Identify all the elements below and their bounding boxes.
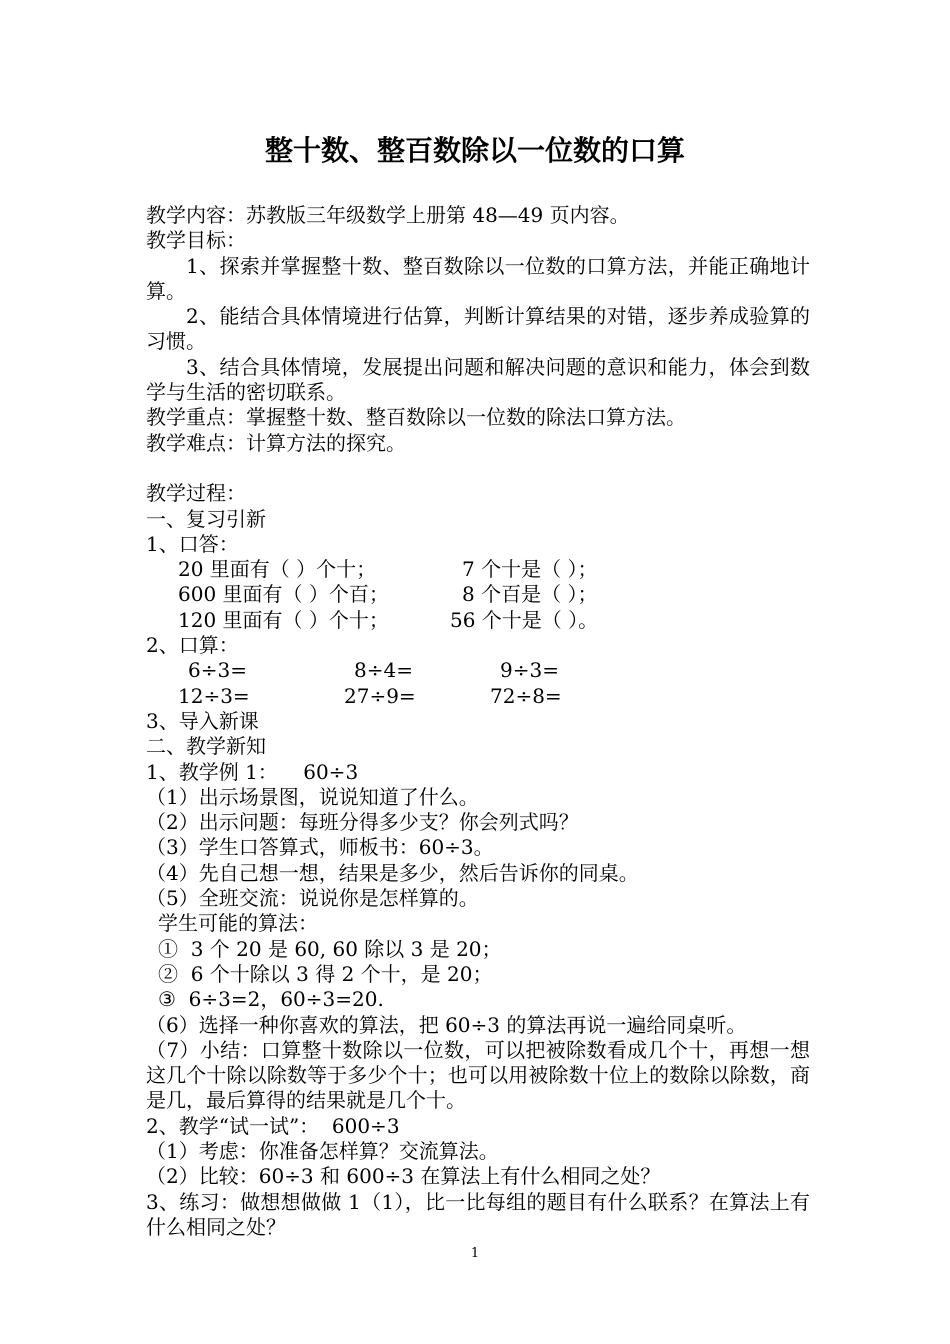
- goal-3: [146, 355, 810, 406]
- step-3: （3）学生口答算式，师板书：60÷3。: [146, 835, 494, 860]
- oral-item: 8 个百是（ ）；: [462, 582, 598, 607]
- practice-3: 3、练习：做想想做做 1（1），比一比每组的题目有什么联系？在算法上有什么相同之处？: [146, 1189, 810, 1239]
- oral-answer-heading: 1、口答：: [146, 531, 239, 556]
- try-step-1: （1）考虑：你准备怎样算？交流算法。: [146, 1138, 499, 1163]
- teaching-content: 教学内容：苏教版三年级数学上册第 48—49 页内容。: [146, 203, 630, 227]
- methods-heading: 学生可能的算法：: [158, 911, 318, 936]
- oral-item: 20 里面有（ ）个十；: [178, 557, 377, 582]
- calc-item: 9÷3=: [500, 658, 559, 683]
- goal-2: [146, 304, 810, 355]
- step-5: （5）全班交流：说说你是怎样算的。: [146, 886, 479, 911]
- key-point: 教学重点：掌握整十数、整百数除以一位数的除法口算方法。: [146, 405, 686, 430]
- goal-3-text: 3、结合具体情境，发展提出问题和解决问题的意识和能力，体会到数学与生活的密切联系。: [146, 354, 810, 405]
- intro-new-lesson: 3、导入新课: [146, 708, 259, 733]
- calc-item: 72÷8=: [490, 683, 562, 708]
- section-1-heading: 一、复习引新: [146, 506, 266, 531]
- document-title: 整十数、整百数除以一位数的口算: [264, 134, 685, 167]
- oral-row: [146, 582, 810, 607]
- mental-calc-heading: 2、口算：: [146, 633, 239, 658]
- process-heading: 教学过程：: [146, 481, 246, 506]
- try-step-2: （2）比较：60÷3 和 600÷3 在算法上有什么相同之处？: [146, 1164, 661, 1189]
- step-4: （4）先自己想一想，结果是多少，然后告诉你的同桌。: [146, 860, 639, 885]
- calc-item: 6÷3=: [188, 658, 247, 683]
- example-1-heading: 1、教学例 1： 60÷3: [146, 759, 359, 784]
- goal-2-text: 2、能结合具体情境进行估算，判断计算结果的对错，逐步养成验算的习惯。: [146, 304, 810, 354]
- step-1: （1）出示场景图，说说知道了什么。: [146, 784, 479, 809]
- calc-item: 12÷3=: [178, 683, 250, 708]
- goal-1-text: 1、探索并掌握整十数、整百数除以一位数的口算方法，并能正确地计算。: [146, 253, 810, 303]
- spacer: [146, 456, 810, 481]
- calc-row: [146, 658, 810, 683]
- calc-row: [146, 684, 810, 709]
- section-2-heading: 二、教学新知: [146, 734, 266, 759]
- oral-item: 7 个十是（ ）；: [462, 557, 598, 582]
- step-7-summary: （7）小结：口算整十数除以一位数，可以把被除数看成几个十，再想一想这几个十除以除数等于多少个十；也可以用被除数十位上的数除以除数，商是几，最后算得的结果就是几个十。: [146, 1037, 810, 1113]
- difficult-point: 教学难点：计算方法的探究。: [146, 430, 406, 455]
- step-2: （2）出示问题：每班分得多少支？你会列式吗？: [146, 810, 579, 835]
- step-6: （6）选择一种你喜欢的算法，把 60÷3 的算法再说一遍给同桌听。: [146, 1012, 747, 1037]
- method-1: ① 3 个 20 是 60, 60 除以 3 是 20；: [158, 936, 502, 961]
- calc-item: 27÷9=: [344, 683, 416, 708]
- oral-row: [146, 608, 810, 633]
- method-2: ② 6 个十除以 3 得 2 个十，是 20；: [158, 961, 493, 986]
- method-3: ③ 6÷3=2，60÷3=20.: [158, 987, 384, 1012]
- example-2-heading: 2、教学“试一试”： 600÷3: [146, 1113, 400, 1138]
- oral-item: 120 里面有（ ）个十；: [178, 607, 389, 632]
- oral-item: 56 个十是（ ）。: [450, 607, 599, 632]
- page-number: 1: [470, 1246, 480, 1261]
- teaching-goals-heading: 教学目标：: [146, 228, 246, 253]
- oral-row: [146, 557, 810, 582]
- calc-item: 8÷4=: [354, 658, 413, 683]
- oral-item: 600 里面有（ ）个百；: [178, 582, 389, 607]
- goal-1: [146, 254, 810, 305]
- document-body: [146, 203, 810, 1240]
